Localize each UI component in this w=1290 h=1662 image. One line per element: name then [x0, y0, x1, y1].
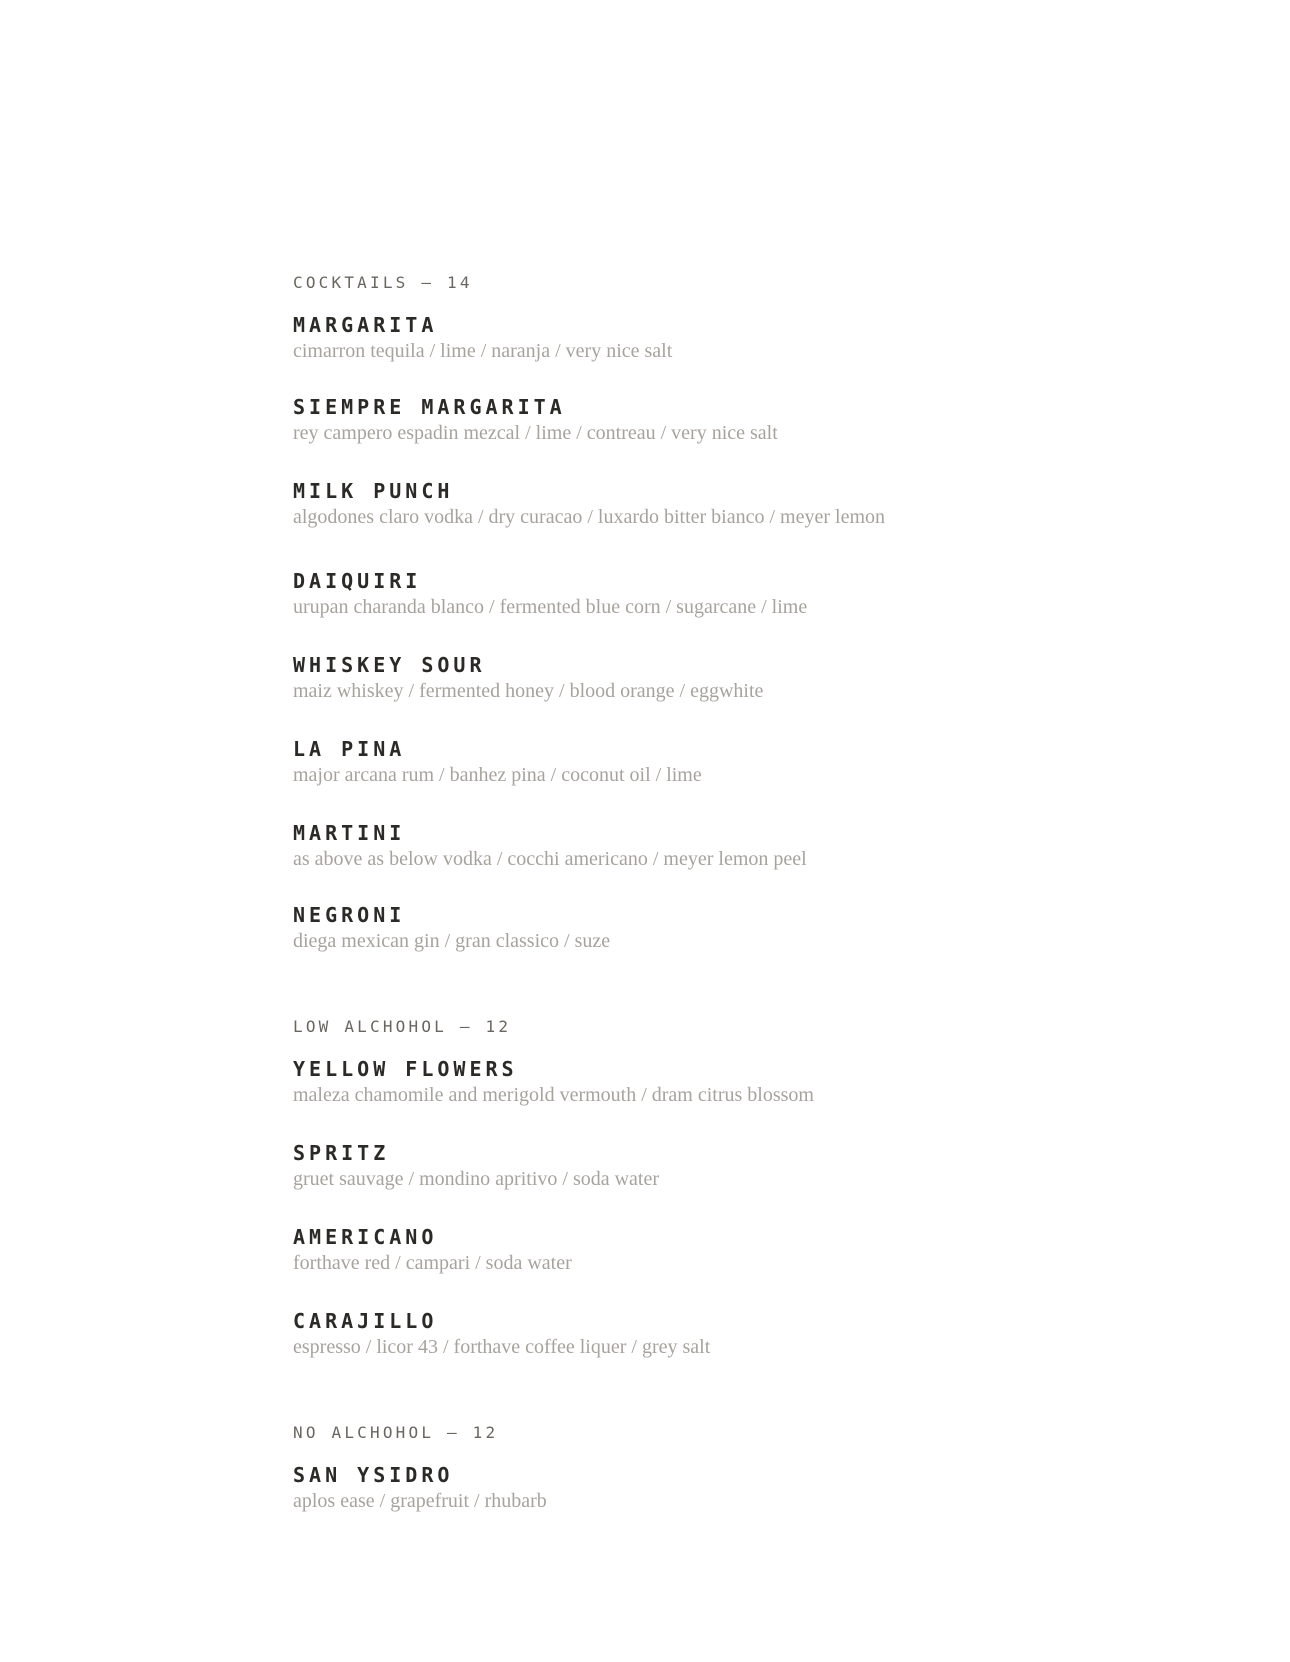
menu-item [293, 820, 1193, 872]
section-heading: NO ALCHOHOL — 12 [293, 1423, 499, 1442]
drink-name: MILK PUNCH [293, 479, 454, 503]
drink-name: LA PINA [293, 737, 406, 761]
drink-description: as above as below vodka / cocchi americano / meyer lemon peel [293, 848, 807, 870]
menu-item [293, 312, 1193, 364]
menu-item [293, 1308, 1193, 1360]
drink-description: maleza chamomile and merigold vermouth / dram citrus blossom [293, 1084, 814, 1106]
drink-description: major arcana rum / banhez pina / coconut oil / lime [293, 764, 702, 786]
menu-item [293, 1140, 1193, 1192]
section-heading: COCKTAILS — 14 [293, 273, 473, 292]
menu-item [293, 902, 1193, 954]
drink-description: diega mexican gin / gran classico / suze [293, 930, 611, 952]
drink-description: espresso / licor 43 / forthave coffee liquer / grey salt [293, 1336, 711, 1358]
menu-item [293, 1462, 1193, 1514]
drink-description: gruet sauvage / mondino apritivo / soda water [293, 1168, 660, 1190]
drink-name: WHISKEY SOUR [293, 653, 486, 677]
drink-name: CARAJILLO [293, 1309, 438, 1333]
drink-description: forthave red / campari / soda water [293, 1252, 572, 1274]
drink-name: MARGARITA [293, 313, 438, 337]
section-heading: LOW ALCHOHOL — 12 [293, 1017, 512, 1036]
section-low-alcohol [293, 1014, 1193, 1360]
drink-description: urupan charanda blanco / fermented blue corn / sugarcane / lime [293, 596, 808, 618]
menu-item [293, 736, 1193, 788]
drink-menu [293, 270, 1193, 1514]
section-no-alcohol [293, 1420, 1193, 1514]
drink-description: aplos ease / grapefruit / rhubarb [293, 1490, 547, 1512]
drink-name: SAN YSIDRO [293, 1463, 454, 1487]
menu-item [293, 1224, 1193, 1276]
drink-description: cimarron tequila / lime / naranja / very nice salt [293, 340, 673, 362]
menu-item [293, 1056, 1193, 1108]
menu-item [293, 394, 1193, 446]
drink-name: YELLOW FLOWERS [293, 1057, 518, 1081]
menu-item [293, 652, 1193, 704]
drink-name: SIEMPRE MARGARITA [293, 395, 566, 419]
drink-name: NEGRONI [293, 903, 406, 927]
drink-name: SPRITZ [293, 1141, 390, 1165]
drink-name: MARTINI [293, 821, 406, 845]
menu-item [293, 478, 1193, 530]
drink-description: rey campero espadin mezcal / lime / contreau / very nice salt [293, 422, 778, 444]
menu-item [293, 568, 1193, 620]
drink-description: maiz whiskey / fermented honey / blood orange / eggwhite [293, 680, 764, 702]
drink-description: algodones claro vodka / dry curacao / luxardo bitter bianco / meyer lemon [293, 506, 886, 528]
drink-name: AMERICANO [293, 1225, 438, 1249]
drink-name: DAIQUIRI [293, 569, 422, 593]
section-cocktails [293, 270, 1193, 954]
